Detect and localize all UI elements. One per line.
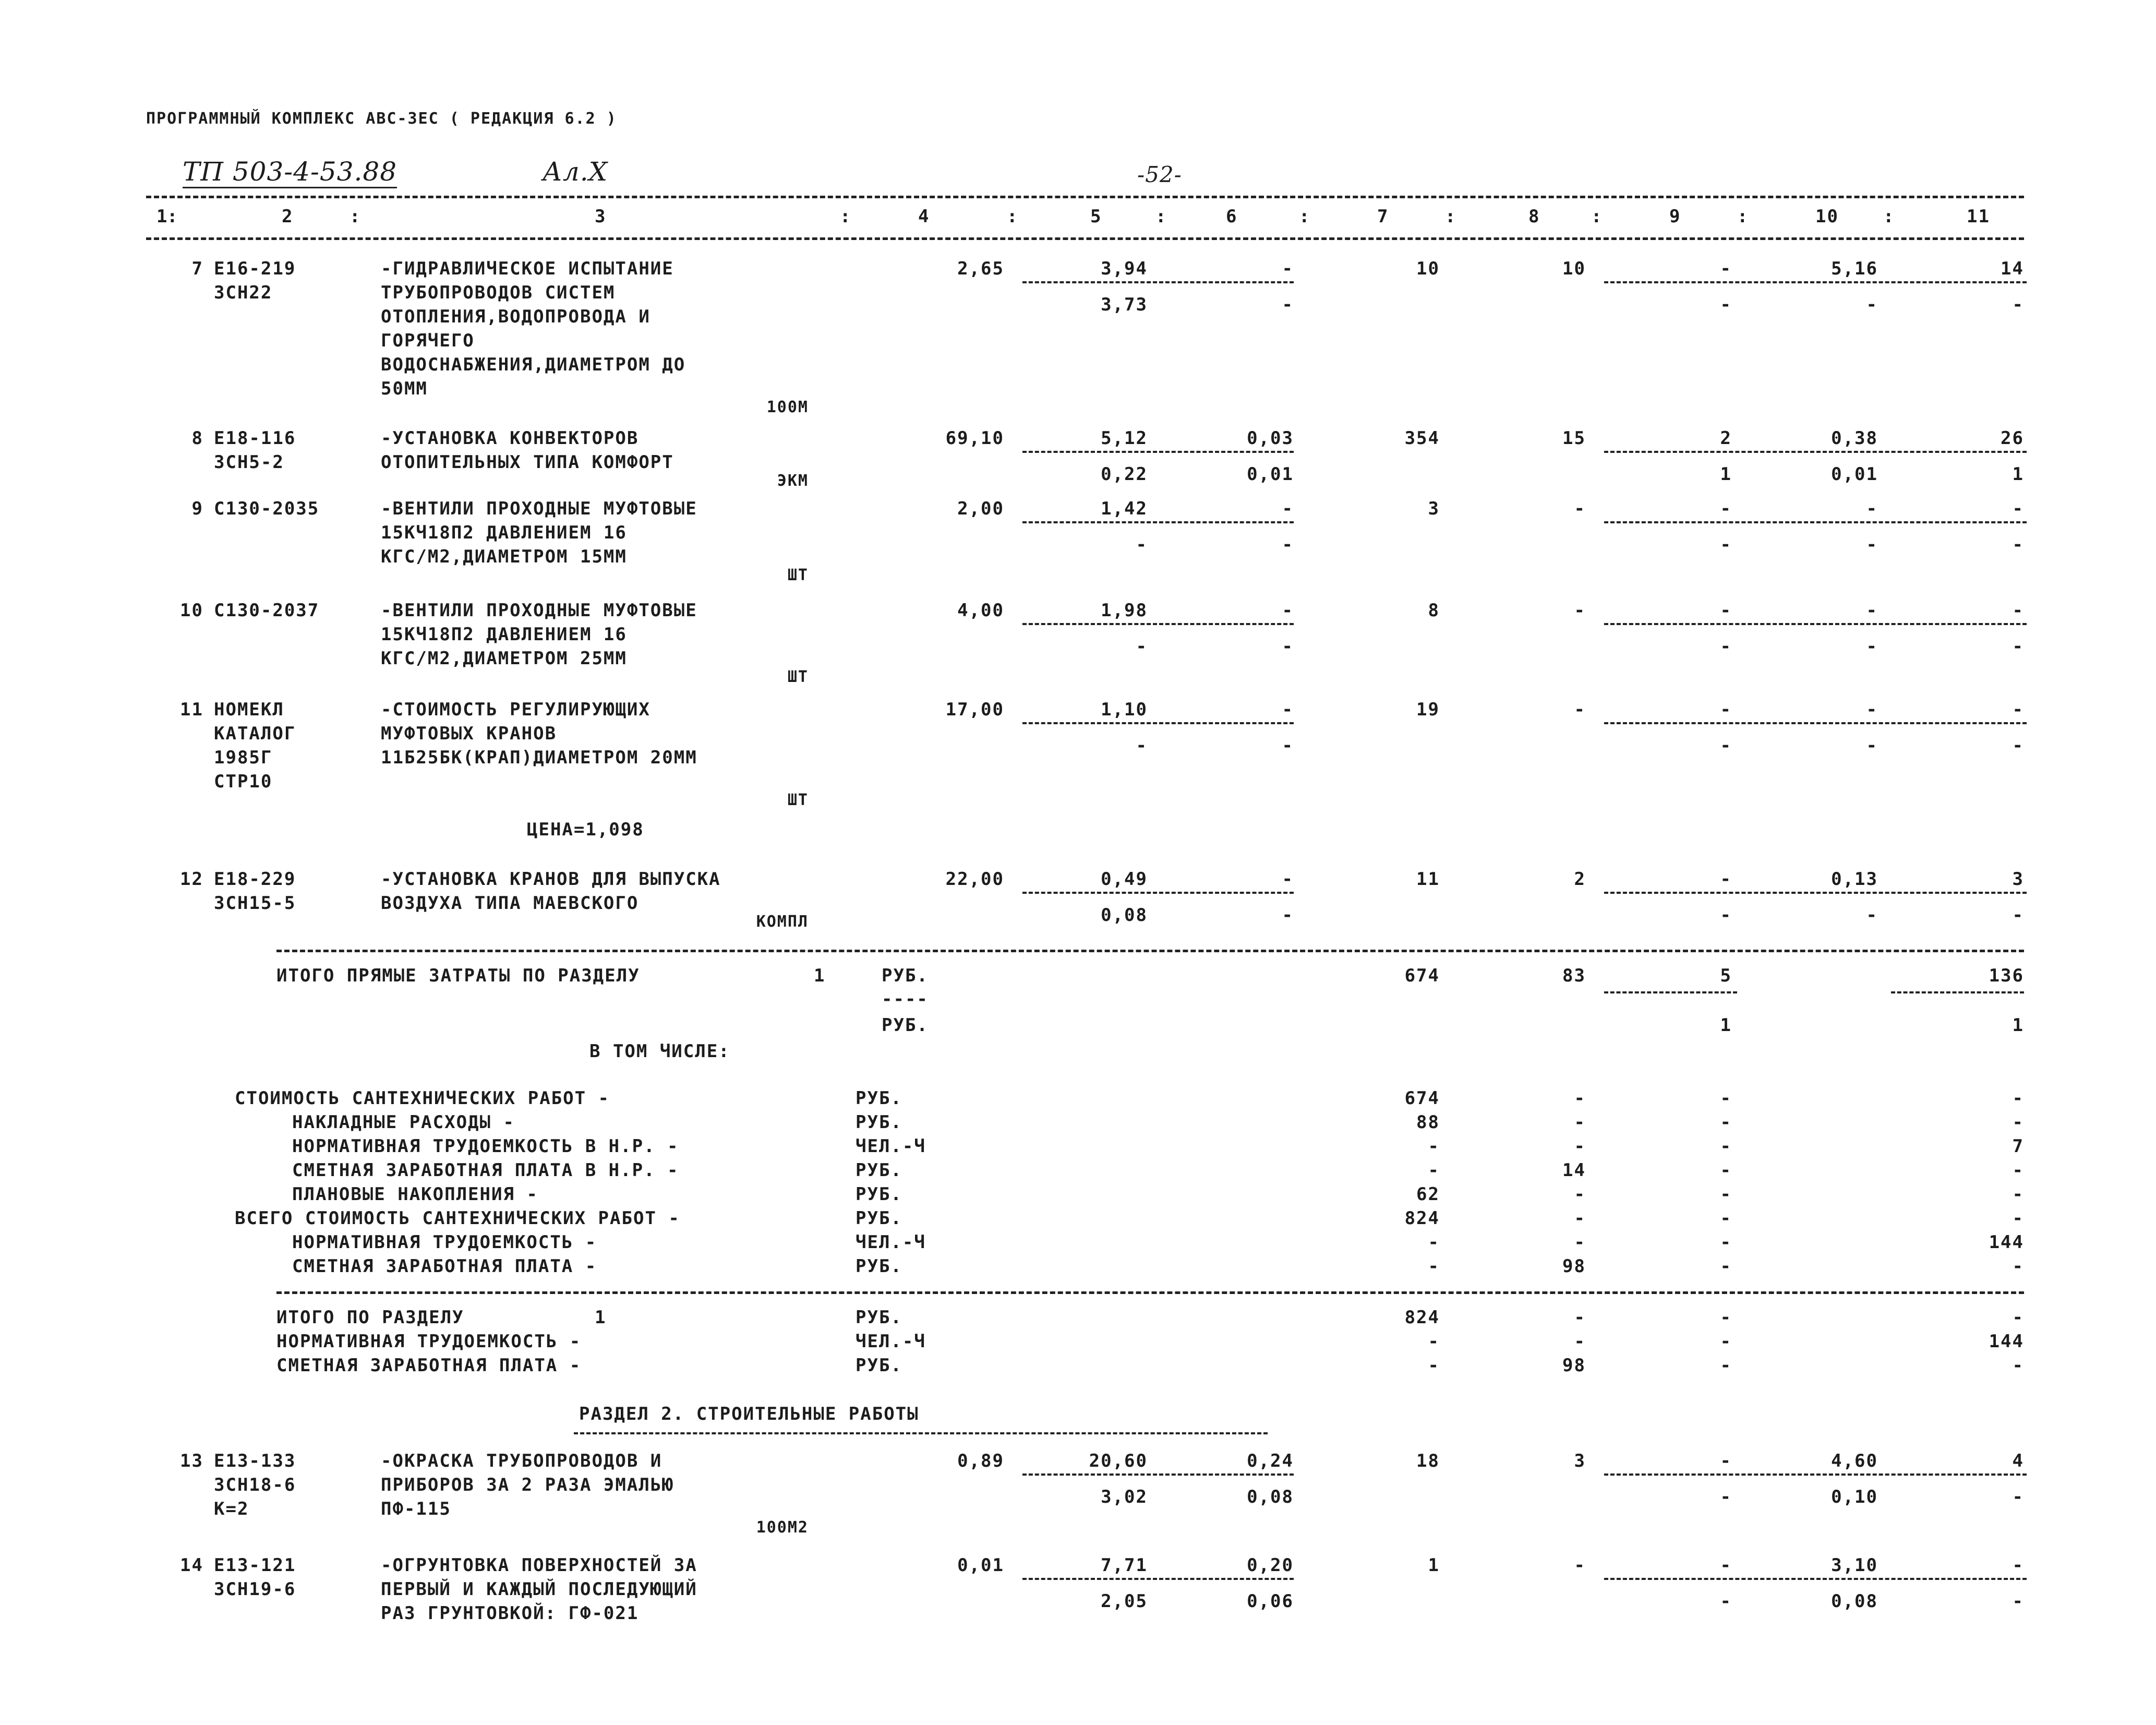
column-number-5: 5 — [1090, 206, 1102, 227]
item-12-unit: КОМПЛ — [756, 913, 809, 931]
item-7-c6-total: - — [1282, 258, 1294, 279]
item-14-qty: 0,01 — [957, 1555, 1004, 1576]
column-number-8: 8 — [1528, 206, 1540, 227]
item-9-description: -ВЕНТИЛИ ПРОХОДНЫЕ МУФТОВЫЕ — [381, 498, 697, 519]
item-13-c7: 18 — [1416, 1451, 1440, 1471]
item-7-c8: 10 — [1562, 258, 1586, 279]
item-7-c56-rule — [1022, 281, 1294, 283]
totals-row-c8: - — [1574, 1136, 1586, 1157]
item-10-c11-total: - — [2012, 600, 2024, 621]
item-14-code: Е13-121 — [214, 1555, 296, 1576]
item-13-c9-wage: - — [1720, 1487, 1732, 1507]
header-rule-top — [146, 196, 2024, 198]
column-number-9: 9 — [1669, 206, 1681, 227]
section-row-c7: - — [1428, 1331, 1440, 1352]
item-10-c56-rule — [1022, 623, 1294, 625]
column-divider: : — [350, 206, 362, 227]
column-number-4: 4 — [918, 206, 930, 227]
item-7-c9-total: - — [1720, 258, 1732, 279]
totals-row-c11: - — [2012, 1184, 2024, 1205]
item-14-c10-total: 3,10 — [1831, 1555, 1878, 1576]
item-9-c5-wage: - — [1136, 534, 1148, 555]
item-12-c11-total: 3 — [2012, 869, 2024, 890]
item-8-c11-wage: 1 — [2012, 464, 2024, 485]
column-divider: : — [1155, 206, 1167, 227]
item-11-unit: ШТ — [787, 791, 809, 809]
section-row-c11: 144 — [1989, 1331, 2024, 1352]
totals-row-c8: 14 — [1562, 1160, 1586, 1181]
item-7-description: ТРУБОПРОВОДОВ СИСТЕМ — [381, 282, 616, 303]
item-10-c911-rule — [1604, 623, 2027, 625]
item-14-c6-total: 0,20 — [1247, 1555, 1294, 1576]
item-7-description: ОТОПЛЕНИЯ,ВОДОПРОВОДА И — [381, 306, 651, 327]
item-7-c6-wage: - — [1282, 294, 1294, 315]
item-7-c9-wage: - — [1720, 294, 1732, 315]
item-14-c6-wage: 0,06 — [1247, 1591, 1294, 1612]
totals-row-c8: - — [1574, 1208, 1586, 1229]
totals-direct-c11-rule — [1891, 991, 2024, 993]
item-8-qty: 69,10 — [945, 428, 1004, 449]
item-14-c8: - — [1574, 1555, 1586, 1576]
item-13-c8: 3 — [1574, 1451, 1586, 1471]
item-14-c10-wage: 0,08 — [1831, 1591, 1878, 1612]
totals-direct-label: ИТОГО ПРЯМЫЕ ЗАТРАТЫ ПО РАЗДЕЛУ — [276, 965, 640, 986]
item-12-c10-total: 0,13 — [1831, 869, 1878, 890]
item-7-description: ГОРЯЧЕГО — [381, 330, 475, 351]
totals-row-c8: - — [1574, 1232, 1586, 1253]
totals-row-c7: - — [1428, 1256, 1440, 1277]
totals-row-c11: - — [2012, 1088, 2024, 1109]
program-header: ПРОГРАММНЫЙ КОМПЛЕКС АВС-ЗЕС ( РЕДАКЦИЯ 6.2 ) — [146, 110, 617, 128]
column-number-10: 10 — [1815, 206, 1839, 227]
item-8-c10-total: 0,38 — [1831, 428, 1878, 449]
item-7-c911-rule — [1604, 281, 2027, 283]
item-12-c8: 2 — [1574, 869, 1586, 890]
item-8-c5-wage: 0,22 — [1101, 464, 1148, 485]
section-row-unit: РУБ. — [856, 1355, 902, 1376]
item-7-c5-wage: 3,73 — [1101, 294, 1148, 315]
item-7-code: Е16-219 — [214, 258, 296, 279]
item-14-c11-total: - — [2012, 1555, 2024, 1576]
section-total-rule — [276, 1291, 2024, 1294]
item-13-code: К=2 — [214, 1499, 249, 1519]
totals-row-c11: 144 — [1989, 1232, 2024, 1253]
item-8-unit: ЭКМ — [777, 472, 809, 490]
column-number-6: 6 — [1226, 206, 1238, 227]
totals-row-label: НОРМАТИВНАЯ ТРУДОЕМКОСТЬ - — [292, 1232, 597, 1253]
totals-row-unit: ЧЕЛ.-Ч — [856, 1232, 926, 1253]
column-divider: : — [1737, 206, 1749, 227]
item-11-number: 11 — [180, 699, 203, 720]
totals-direct-c11-wage: 1 — [2012, 1015, 2024, 1036]
item-11-code: НОМЕКЛ — [214, 699, 284, 720]
totals-row-label: НАКЛАДНЫЕ РАСХОДЫ - — [292, 1112, 515, 1133]
item-14-c56-rule — [1022, 1578, 1294, 1580]
column-number-7: 7 — [1377, 206, 1389, 227]
item-12-c911-rule — [1604, 892, 2027, 894]
section-row-c11: - — [2012, 1307, 2024, 1328]
item-14-description: ПЕРВЫЙ И КАЖДЫЙ ПОСЛЕДУЮЩИЙ — [381, 1579, 697, 1600]
section-row-c11: - — [2012, 1355, 2024, 1376]
section-row-c8: - — [1574, 1307, 1586, 1328]
totals-row-label: НОРМАТИВНАЯ ТРУДОЕМКОСТЬ В Н.Р. - — [292, 1136, 679, 1157]
section-row-label: НОРМАТИВНАЯ ТРУДОЕМКОСТЬ - — [276, 1331, 582, 1352]
item-7-unit: 100М — [766, 398, 809, 416]
totals-row-c11: - — [2012, 1208, 2024, 1229]
column-divider: : — [1445, 206, 1457, 227]
column-divider: : — [1591, 206, 1603, 227]
totals-row-c9: - — [1720, 1184, 1732, 1205]
item-14-description: РАЗ ГРУНТОВКОЙ: ГФ-021 — [381, 1603, 639, 1624]
totals-direct-unit-2: РУБ. — [882, 1015, 929, 1036]
doc-album: Ал.Х — [543, 157, 608, 187]
section-row-c7: 824 — [1404, 1307, 1440, 1328]
column-number-2: 2 — [282, 206, 294, 227]
item-9-c5-total: 1,42 — [1101, 498, 1148, 519]
item-10-c6-wage: - — [1282, 636, 1294, 657]
item-8-c6-wage: 0,01 — [1247, 464, 1294, 485]
item-7-c5-total: 3,94 — [1101, 258, 1148, 279]
item-12-c7: 11 — [1416, 869, 1440, 890]
totals-row-c9: - — [1720, 1232, 1732, 1253]
item-11-description: 11Б25БК(КРАП)ДИАМЕТРОМ 20ММ — [381, 747, 697, 768]
item-8-c5-total: 5,12 — [1101, 428, 1148, 449]
item-13-qty: 0,89 — [957, 1451, 1004, 1471]
item-7-c7: 10 — [1416, 258, 1440, 279]
item-11-code: 1985Г — [214, 747, 273, 768]
totals-row-c9: - — [1720, 1208, 1732, 1229]
item-11-code: СТР10 — [214, 771, 273, 792]
totals-row-c7: 824 — [1404, 1208, 1440, 1229]
item-13-c10-total: 4,60 — [1831, 1451, 1878, 1471]
item-10-description: 15КЧ18П2 ДАВЛЕНИЕМ 16 — [381, 624, 627, 645]
section-2-title-rule — [574, 1432, 1268, 1434]
item-8-c11-total: 26 — [2001, 428, 2024, 449]
item-8-c10-wage: 0,01 — [1831, 464, 1878, 485]
item-10-c6-total: - — [1282, 600, 1294, 621]
item-12-c10-wage: - — [1866, 905, 1878, 926]
totals-row-c9: - — [1720, 1088, 1732, 1109]
item-10-description: -ВЕНТИЛИ ПРОХОДНЫЕ МУФТОВЫЕ — [381, 600, 697, 621]
section-total-number: 1 — [595, 1307, 607, 1328]
item-10-c10-wage: - — [1866, 636, 1878, 657]
item-11-price: ЦЕНА=1,098 — [527, 819, 644, 840]
item-11-c8: - — [1574, 699, 1586, 720]
item-13-c6-wage: 0,08 — [1247, 1487, 1294, 1507]
section-row-c8: 98 — [1562, 1355, 1586, 1376]
item-11-c5-total: 1,10 — [1101, 699, 1148, 720]
item-14-c9-total: - — [1720, 1555, 1732, 1576]
totals-row-c7: - — [1428, 1232, 1440, 1253]
item-13-unit: 100М2 — [756, 1518, 809, 1537]
item-9-c10-total: - — [1866, 498, 1878, 519]
totals-row-c7: 674 — [1404, 1088, 1440, 1109]
header-rule-bottom — [146, 237, 2024, 240]
column-divider: : — [840, 206, 852, 227]
item-9-c7: 3 — [1428, 498, 1440, 519]
section-row-c8: - — [1574, 1331, 1586, 1352]
item-10-c7: 8 — [1428, 600, 1440, 621]
item-12-c9-total: - — [1720, 869, 1732, 890]
item-8-code: Е18-116 — [214, 428, 296, 449]
item-9-c56-rule — [1022, 521, 1294, 523]
item-10-c9-total: - — [1720, 600, 1732, 621]
item-9-c911-rule — [1604, 521, 2027, 523]
item-7-c11-total: 14 — [2001, 258, 2024, 279]
section-row-c9: - — [1720, 1355, 1732, 1376]
item-13-c911-rule — [1604, 1474, 2027, 1476]
item-10-c11-wage: - — [2012, 636, 2024, 657]
item-14-c7: 1 — [1428, 1555, 1440, 1576]
item-11-c5-wage: - — [1136, 735, 1148, 756]
item-8-c911-rule — [1604, 451, 2027, 453]
item-10-c9-wage: - — [1720, 636, 1732, 657]
section-row-c9: - — [1720, 1331, 1732, 1352]
totals-row-c11: - — [2012, 1256, 2024, 1277]
item-7-c11-wage: - — [2012, 294, 2024, 315]
item-11-c6-total: - — [1282, 699, 1294, 720]
item-9-c9-total: - — [1720, 498, 1732, 519]
item-13-c6-total: 0,24 — [1247, 1451, 1294, 1471]
totals-direct-number: 1 — [814, 965, 826, 986]
totals-row-c7: - — [1428, 1160, 1440, 1181]
item-7-c10-wage: - — [1866, 294, 1878, 315]
column-number-1: 1 — [156, 206, 168, 227]
totals-row-unit: РУБ. — [856, 1256, 902, 1277]
page-number: -52- — [1137, 162, 1182, 187]
item-11-c6-wage: - — [1282, 735, 1294, 756]
totals-direct-c8: 83 — [1562, 965, 1586, 986]
item-9-c11-total: - — [2012, 498, 2024, 519]
totals-direct-unit: РУБ. — [882, 965, 929, 986]
item-7-description: -ГИДРАВЛИЧЕСКОЕ ИСПЫТАНИЕ — [381, 258, 674, 279]
item-12-qty: 22,00 — [945, 869, 1004, 890]
item-12-c6-wage: - — [1282, 905, 1294, 926]
item-12-number: 12 — [180, 869, 203, 890]
item-14-c5-wage: 2,05 — [1101, 1591, 1148, 1612]
item-13-code: Е13-133 — [214, 1451, 296, 1471]
column-number-11: 11 — [1967, 206, 1990, 227]
column-number-3: 3 — [595, 206, 607, 227]
item-12-c11-wage: - — [2012, 905, 2024, 926]
item-8-c56-rule — [1022, 451, 1294, 453]
section-row-c9: - — [1720, 1307, 1732, 1328]
totals-row-c8: - — [1574, 1088, 1586, 1109]
item-9-c11-wage: - — [2012, 534, 2024, 555]
totals-row-c8: - — [1574, 1184, 1586, 1205]
item-8-code: ЗСН5-2 — [214, 452, 284, 473]
item-10-c10-total: - — [1866, 600, 1878, 621]
totals-row-label: ВСЕГО СТОИМОСТЬ САНТЕХНИЧЕСКИХ РАБОТ - — [235, 1208, 680, 1229]
item-9-c9-wage: - — [1720, 534, 1732, 555]
item-11-c7: 19 — [1416, 699, 1440, 720]
totals-direct-c9: 5 — [1720, 965, 1732, 986]
item-7-c10-total: 5,16 — [1831, 258, 1878, 279]
item-14-c911-rule — [1604, 1578, 2027, 1580]
totals-direct-c11: 136 — [1989, 965, 2024, 986]
item-12-c6-total: - — [1282, 869, 1294, 890]
totals-row-c9: - — [1720, 1160, 1732, 1181]
totals-direct-c9-rule — [1604, 991, 1737, 993]
item-11-c9-total: - — [1720, 699, 1732, 720]
item-14-description: -ОГРУНТОВКА ПОВЕРХНОСТЕЙ ЗА — [381, 1555, 697, 1576]
totals-direct-c7: 674 — [1404, 965, 1440, 986]
item-10-c5-total: 1,98 — [1101, 600, 1148, 621]
item-8-description: ОТОПИТЕЛЬНЫХ ТИПА КОМФОРТ — [381, 452, 674, 473]
item-8-c9-total: 2 — [1720, 428, 1732, 449]
item-13-description: ПФ-115 — [381, 1499, 451, 1519]
section-row-c7: - — [1428, 1355, 1440, 1376]
item-10-description: КГС/М2,ДИАМЕТРОМ 25ММ — [381, 648, 627, 669]
item-11-c10-total: - — [1866, 699, 1878, 720]
item-9-number: 9 — [191, 498, 203, 519]
item-8-c7: 354 — [1404, 428, 1440, 449]
item-12-c5-total: 0,49 — [1101, 869, 1148, 890]
item-10-c8: - — [1574, 600, 1586, 621]
item-11-qty: 17,00 — [945, 699, 1004, 720]
item-12-description: ВОЗДУХА ТИПА МАЕВСКОГО — [381, 893, 639, 914]
item-9-code: С130-2035 — [214, 498, 320, 519]
item-13-number: 13 — [180, 1451, 203, 1471]
item-10-qty: 4,00 — [957, 600, 1004, 621]
item-11-c10-wage: - — [1866, 735, 1878, 756]
item-7-description: ВОДОСНАБЖЕНИЯ,ДИАМЕТРОМ ДО — [381, 354, 686, 375]
totals-row-label: СМЕТНАЯ ЗАРАБОТНАЯ ПЛАТА - — [292, 1256, 597, 1277]
item-8-c9-wage: 1 — [1720, 464, 1732, 485]
totals-row-unit: ЧЕЛ.-Ч — [856, 1136, 926, 1157]
item-11-c11-wage: - — [2012, 735, 2024, 756]
item-10-number: 10 — [180, 600, 203, 621]
column-divider: : — [167, 206, 179, 227]
totals-row-c11: 7 — [2012, 1136, 2024, 1157]
item-9-c6-wage: - — [1282, 534, 1294, 555]
item-7-description: 50ММ — [381, 378, 428, 399]
totals-direct-dashes: ---- — [882, 989, 929, 1010]
item-10-unit: ШТ — [787, 668, 809, 686]
totals-row-c7: - — [1428, 1136, 1440, 1157]
item-13-c11-wage: - — [2012, 1487, 2024, 1507]
item-13-c5-wage: 3,02 — [1101, 1487, 1148, 1507]
doc-code: ТП 503-4-53.88 — [183, 157, 397, 188]
item-10-code: С130-2037 — [214, 600, 320, 621]
item-13-c5-total: 20,60 — [1089, 1451, 1148, 1471]
item-7-number: 7 — [191, 258, 203, 279]
totals-including-label: В ТОМ ЧИСЛЕ: — [589, 1041, 730, 1062]
totals-row-c11: - — [2012, 1160, 2024, 1181]
item-9-description: КГС/М2,ДИАМЕТРОМ 15ММ — [381, 546, 627, 567]
item-11-c56-rule — [1022, 722, 1294, 724]
item-13-description: -ОКРАСКА ТРУБОПРОВОДОВ И — [381, 1451, 663, 1471]
item-9-qty: 2,00 — [957, 498, 1004, 519]
column-divider: : — [1883, 206, 1895, 227]
item-11-c9-wage: - — [1720, 735, 1732, 756]
item-14-number: 14 — [180, 1555, 203, 1576]
item-11-c11-total: - — [2012, 699, 2024, 720]
item-7-code: ЗСН22 — [214, 282, 273, 303]
section-2-title: РАЗДЕЛ 2. СТРОИТЕЛЬНЫЕ РАБОТЫ — [579, 1404, 919, 1424]
item-12-c9-wage: - — [1720, 905, 1732, 926]
item-12-c56-rule — [1022, 892, 1294, 894]
item-14-c9-wage: - — [1720, 1591, 1732, 1612]
item-13-c11-total: 4 — [2012, 1451, 2024, 1471]
totals-row-label: СТОИМОСТЬ САНТЕХНИЧЕСКИХ РАБОТ - — [235, 1088, 610, 1109]
item-14-c11-wage: - — [2012, 1591, 2024, 1612]
item-11-c911-rule — [1604, 722, 2027, 724]
item-9-unit: ШТ — [787, 566, 809, 584]
totals-row-c9: - — [1720, 1112, 1732, 1133]
item-11-description: МУФТОВЫХ КРАНОВ — [381, 723, 557, 744]
column-divider: : — [1299, 206, 1311, 227]
item-11-code: КАТАЛОГ — [214, 723, 296, 744]
item-13-description: ПРИБОРОВ ЗА 2 РАЗА ЭМАЛЬЮ — [381, 1475, 674, 1495]
item-8-description: -УСТАНОВКА КОНВЕКТОРОВ — [381, 428, 639, 449]
item-13-c56-rule — [1022, 1474, 1294, 1476]
totals-row-c11: - — [2012, 1112, 2024, 1133]
item-12-description: -УСТАНОВКА КРАНОВ ДЛЯ ВЫПУСКА — [381, 869, 721, 890]
totals-row-label: СМЕТНАЯ ЗАРАБОТНАЯ ПЛАТА В Н.Р. - — [292, 1160, 679, 1181]
item-9-c10-wage: - — [1866, 534, 1878, 555]
section-row-unit: ЧЕЛ.-Ч — [856, 1331, 926, 1352]
item-8-number: 8 — [191, 428, 203, 449]
totals-row-c9: - — [1720, 1256, 1732, 1277]
item-13-c10-wage: 0,10 — [1831, 1487, 1878, 1507]
totals-row-c7: 62 — [1416, 1184, 1440, 1205]
totals-row-c9: - — [1720, 1136, 1732, 1157]
item-14-code: ЗСН19-6 — [214, 1579, 296, 1600]
item-9-c6-total: - — [1282, 498, 1294, 519]
item-12-code: Е18-229 — [214, 869, 296, 890]
column-divider: : — [1007, 206, 1019, 227]
item-8-c8: 15 — [1562, 428, 1586, 449]
item-10-c5-wage: - — [1136, 636, 1148, 657]
totals-rule-top — [276, 950, 2024, 952]
totals-row-unit: РУБ. — [856, 1112, 902, 1133]
item-9-c8: - — [1574, 498, 1586, 519]
item-7-qty: 2,65 — [957, 258, 1004, 279]
item-13-c9-total: - — [1720, 1451, 1732, 1471]
item-13-code: ЗСН18-6 — [214, 1475, 296, 1495]
totals-row-c8: 98 — [1562, 1256, 1586, 1277]
item-9-description: 15КЧ18П2 ДАВЛЕНИЕМ 16 — [381, 522, 627, 543]
totals-row-unit: РУБ. — [856, 1160, 902, 1181]
item-12-code: ЗСН15-5 — [214, 893, 296, 914]
item-8-c6-total: 0,03 — [1247, 428, 1294, 449]
totals-row-c7: 88 — [1416, 1112, 1440, 1133]
item-11-description: -СТОИМОСТЬ РЕГУЛИРУЮЩИХ — [381, 699, 651, 720]
section-total-label: ИТОГО ПО РАЗДЕЛУ — [276, 1307, 464, 1328]
totals-row-c8: - — [1574, 1112, 1586, 1133]
item-12-c5-wage: 0,08 — [1101, 905, 1148, 926]
item-14-c5-total: 7,71 — [1101, 1555, 1148, 1576]
section-row-unit: РУБ. — [856, 1307, 902, 1328]
totals-row-unit: РУБ. — [856, 1184, 902, 1205]
section-row-label: СМЕТНАЯ ЗАРАБОТНАЯ ПЛАТА - — [276, 1355, 582, 1376]
totals-row-unit: РУБ. — [856, 1088, 902, 1109]
totals-row-unit: РУБ. — [856, 1208, 902, 1229]
totals-row-label: ПЛАНОВЫЕ НАКОПЛЕНИЯ - — [292, 1184, 538, 1205]
totals-direct-c9-wage: 1 — [1720, 1015, 1732, 1036]
